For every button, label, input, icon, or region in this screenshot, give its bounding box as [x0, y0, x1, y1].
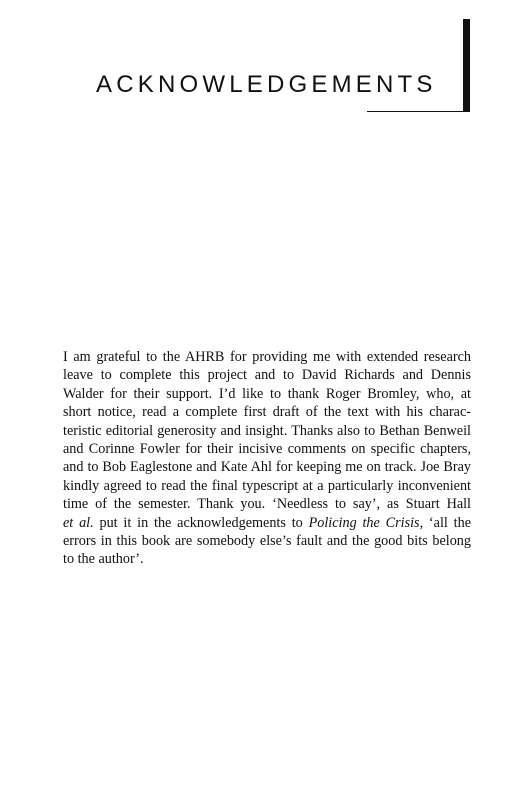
paragraph-line-mixed: [63, 514, 471, 532]
text-run: , ‘all the: [419, 514, 471, 531]
paragraph-line: time of the semester. Thank you. ‘Needless to say’, as Stuart Hall: [63, 496, 471, 513]
paragraph-line: errors in this book are somebody else’s fault and the good bits belong: [63, 532, 471, 549]
italic-book-title: Policing the Crisis: [308, 514, 420, 531]
paragraph-line: leave to complete this project and to David Richards and Dennis: [63, 367, 471, 384]
text-run: put it in the acknowledgements to: [93, 514, 309, 531]
page-heading: ACKNOWLEDGEMENTS: [96, 71, 437, 98]
paragraph-line: short notice, read a complete first draft of the text with his charac-: [63, 404, 471, 421]
paragraph-line: and Corinne Fowler for their incisive comments on specific chapters,: [63, 440, 471, 457]
paragraph-line: teristic editorial generosity and insight. Thanks also to Bethan Benweil: [63, 422, 471, 439]
paragraph-line: to the author’.: [63, 551, 144, 568]
paragraph-line: kindly agreed to read the final typescript at a particularly inconvenient: [63, 477, 471, 494]
heading-underline-rule: [367, 111, 470, 112]
italic-et-al: et al.: [63, 514, 94, 531]
acknowledgements-paragraph: [63, 348, 471, 569]
paragraph-line: and to Bob Eaglestone and Kate Ahl for keeping me on track. Joe Bray: [63, 459, 471, 476]
paragraph-line: Walder for their support. I’d like to thank Roger Bromley, who, at: [63, 385, 471, 402]
heading-vertical-bar: [463, 19, 470, 112]
paragraph-line: I am grateful to the AHRB for providing me with extended research: [63, 349, 471, 365]
